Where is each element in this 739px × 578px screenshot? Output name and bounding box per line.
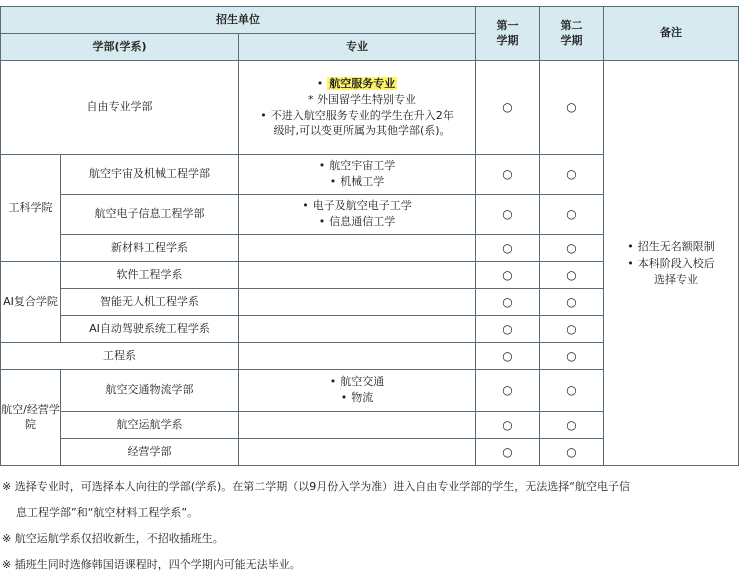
- dept-avionics: 航空电子信息工程学部: [61, 195, 239, 235]
- list-item: 级时,可以变更所属为其他学部(系)。: [273, 124, 451, 138]
- semester-2-mark: ○: [540, 262, 604, 289]
- list-item: • 物流: [340, 391, 374, 404]
- majors-empty: [239, 439, 476, 466]
- dept-business: 经营学部: [61, 439, 239, 466]
- dept-aerospace: 航空宇宙及机械工程学部: [61, 155, 239, 195]
- list-item: • 航空服务专业: [316, 76, 396, 90]
- list-item: • 机械工学: [329, 175, 385, 188]
- list-item: • 航空宇宙工学: [318, 159, 396, 173]
- semester-1-mark: ○: [476, 289, 540, 316]
- semester-2-mark: ○: [540, 235, 604, 262]
- semester-1-mark: ○: [476, 155, 540, 195]
- list-item: • 航空交通: [329, 375, 385, 389]
- highlighted-major: 航空服务专业: [329, 76, 396, 90]
- semester-1-mark: ○: [476, 370, 540, 412]
- majors-aerospace: [239, 155, 476, 195]
- list-item: • 电子及航空电子工学: [302, 199, 412, 213]
- dept-drone: 智能无人机工程学系: [61, 289, 239, 316]
- remark-continuation: 选择专业: [654, 273, 698, 287]
- dept-free-major: 自由专业学部: [1, 61, 239, 155]
- header-major: 专业: [239, 34, 476, 61]
- header-remarks: 备注: [604, 7, 739, 61]
- list-item: * 外国留学生特别专业: [308, 92, 416, 106]
- header-semester-2: 第二 学期: [540, 7, 604, 61]
- semester-2-mark: ○: [540, 289, 604, 316]
- majors-empty: [239, 343, 476, 370]
- semester-1-mark: ○: [476, 343, 540, 370]
- dept-logistics: 航空交通物流学部: [61, 370, 239, 412]
- list-item: • 不进入航空服务专业的学生在升入2年: [260, 108, 454, 122]
- semester-1-mark: ○: [476, 61, 540, 155]
- dept-software: 软件工程学系: [61, 262, 239, 289]
- majors-empty: [239, 412, 476, 439]
- majors-empty: [239, 289, 476, 316]
- college-engineering: 工科学院: [1, 155, 61, 262]
- footnote: ※ 插班生同时选修韩国语课程时，四个学期内可能无法毕业。: [2, 558, 301, 571]
- semester-2-mark: ○: [540, 195, 604, 235]
- header-department: 学部(学系): [1, 34, 239, 61]
- semester-2-mark: ○: [540, 61, 604, 155]
- remarks-cell: [604, 61, 739, 466]
- dept-new-materials: 新材料工程学系: [61, 235, 239, 262]
- semester-2-mark: ○: [540, 316, 604, 343]
- remark-item: • 招生无名额限制: [627, 239, 715, 253]
- dept-engineering: 工程系: [1, 343, 239, 370]
- footnote-continuation: 息工程学部”和“航空材料工程学系”。: [16, 506, 199, 519]
- semester-1-mark: ○: [476, 195, 540, 235]
- header-admission-unit: 招生单位: [1, 7, 476, 34]
- footnote: ※ 选择专业时，可选择本人向往的学部(学系)。在第二学期（以9月份入学为准）进入自由专业学部的学生，无法选择“航空电子信: [2, 480, 630, 493]
- dept-flight-ops: 航空运航学系: [61, 412, 239, 439]
- semester-2-mark: ○: [540, 439, 604, 466]
- semester-1-mark: ○: [476, 316, 540, 343]
- list-item: • 信息通信工学: [318, 215, 396, 228]
- semester-2-mark: ○: [540, 155, 604, 195]
- remark-item: • 本科阶段入校后: [627, 256, 715, 270]
- semester-2-mark: ○: [540, 412, 604, 439]
- admission-table: [0, 6, 739, 466]
- semester-2-mark: ○: [540, 370, 604, 412]
- dept-autonomous: AI自动驾驶系统工程学系: [61, 316, 239, 343]
- majors-logistics: [239, 370, 476, 412]
- semester-1-mark: ○: [476, 439, 540, 466]
- majors-empty: [239, 235, 476, 262]
- semester-1-mark: ○: [476, 235, 540, 262]
- majors-avionics: [239, 195, 476, 235]
- college-ai: AI复合学院: [1, 262, 61, 343]
- footnotes: [2, 474, 737, 578]
- footnote: ※ 航空运航学系仅招收新生，不招收插班生。: [2, 532, 224, 545]
- majors-free-major: [239, 61, 476, 155]
- college-aviation-mgmt: 航空/经营学院: [1, 370, 61, 466]
- semester-2-mark: ○: [540, 343, 604, 370]
- majors-empty: [239, 316, 476, 343]
- header-semester-1: 第一 学期: [476, 7, 540, 61]
- semester-1-mark: ○: [476, 412, 540, 439]
- semester-1-mark: ○: [476, 262, 540, 289]
- majors-empty: [239, 262, 476, 289]
